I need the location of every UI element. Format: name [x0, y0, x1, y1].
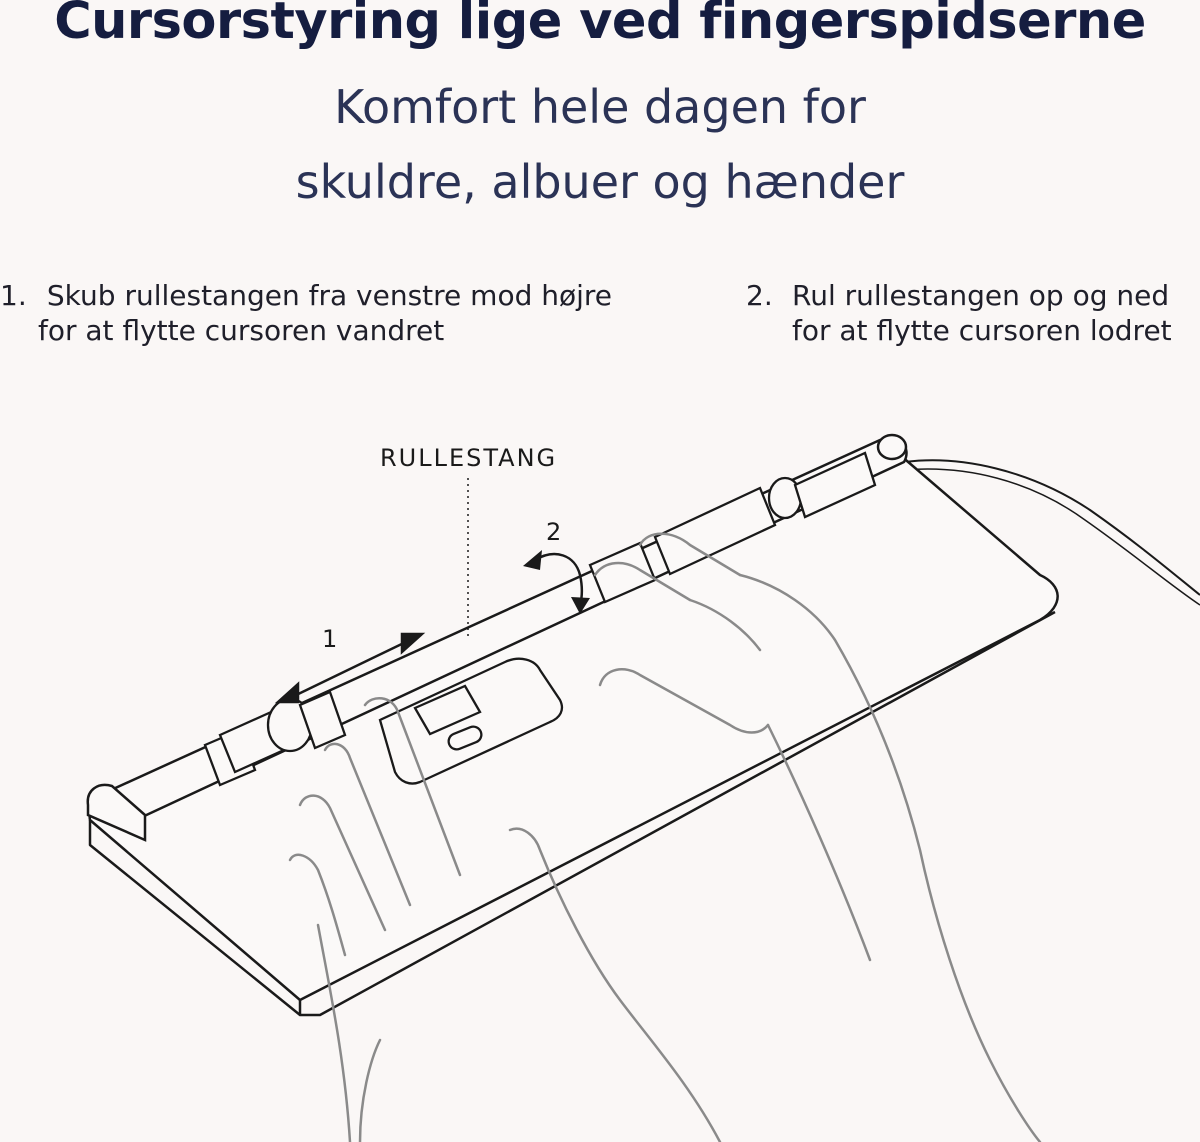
step-1-text: [38, 278, 612, 348]
step-1-line-1: Skub rullestangen fra venstre mod højre: [38, 279, 613, 312]
marker-1-label: 1: [322, 625, 338, 653]
end-cap-right: [878, 435, 906, 459]
step-2-text: [792, 278, 1172, 348]
step-1-number: 1.: [0, 279, 27, 312]
step-1-line-2: for at flytte cursoren vandret: [38, 314, 445, 347]
subtitle-line-1: Komfort hele dagen for: [334, 80, 866, 134]
step-2-line-1: Rul rullestangen op og ned: [792, 279, 1170, 312]
step-2: [746, 278, 1200, 358]
step-1: [0, 278, 700, 358]
step-2-number: 2.: [746, 279, 773, 312]
arrow-roll-head-top: [523, 550, 542, 570]
subtitle-line-2: skuldre, albuer og hænder: [295, 155, 905, 209]
step-2-line-2: for at flytte cursoren lodret: [792, 314, 1172, 347]
rollerbar-label: RULLESTANG: [380, 444, 558, 472]
keyboard-illustration: [0, 380, 1200, 1142]
marker-2-label: 2: [546, 518, 562, 546]
page-title: Cursorstyring lige ved fingerspidserne: [54, 0, 1146, 51]
